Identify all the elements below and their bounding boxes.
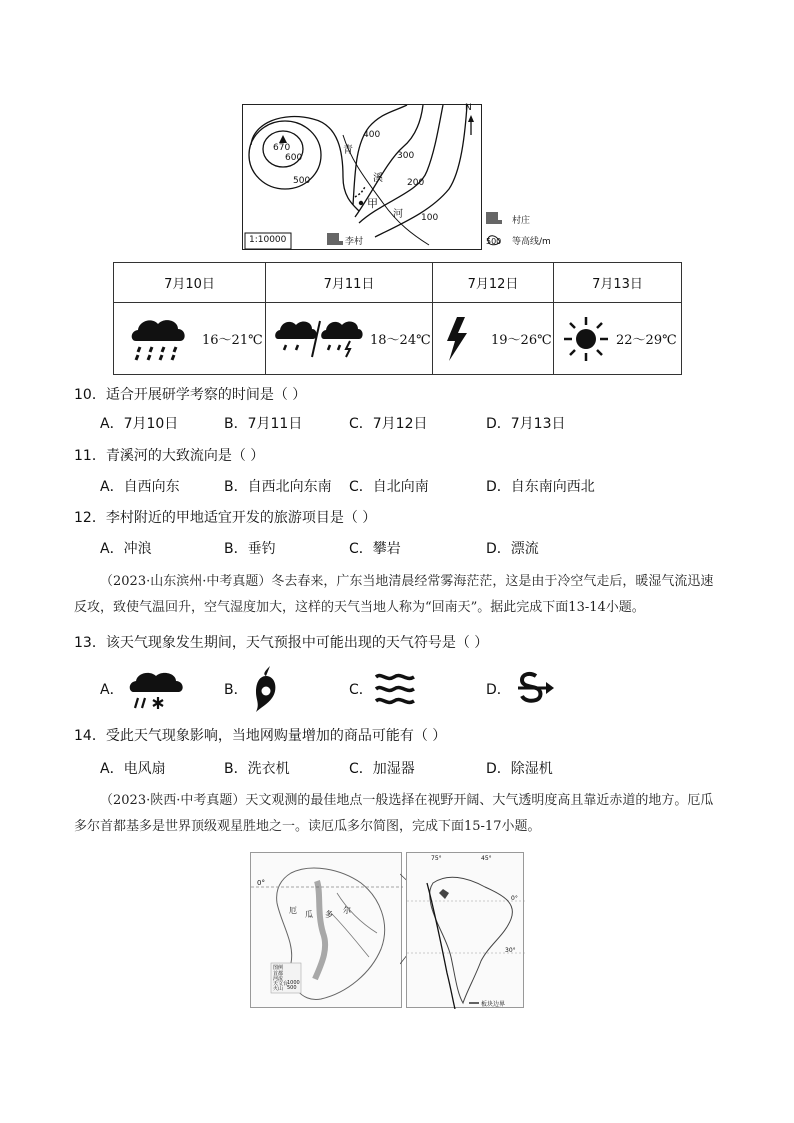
question-12: 12．李村附近的甲地适宜开发的旅游项目是（ ）: [74, 510, 377, 526]
contour-400: 400: [363, 130, 381, 140]
contour-100: 100: [421, 213, 439, 223]
typhoon-icon: [252, 666, 280, 712]
legend-contour-num: 500: [486, 237, 502, 246]
peak-elevation: 670: [273, 143, 291, 153]
country-char: 厄: [289, 906, 297, 915]
forecast-date: 7月12日: [433, 263, 554, 303]
forecast-table: [113, 262, 682, 375]
contour-lines: [243, 105, 483, 251]
option-b[interactable]: B．垂钓: [224, 541, 276, 557]
legend-item: 火山: [273, 986, 284, 992]
question-14: 14．受此天气现象影响，当地网购量增加的商品可能有（ ）: [74, 728, 447, 744]
country-char: 多: [325, 910, 333, 919]
contour-300: 300: [397, 151, 415, 161]
forecast-temp: 16～21℃: [202, 333, 263, 348]
legend-item: 河流: [273, 976, 284, 982]
option-d[interactable]: D．自东南向西北: [486, 479, 595, 495]
ecuador-map: [250, 852, 402, 1008]
option-d[interactable]: D．漂流: [486, 541, 539, 557]
legend-item: 首都: [273, 971, 284, 977]
option-d[interactable]: D．除湿机: [486, 761, 553, 777]
legend-item: 1000: [287, 980, 300, 986]
country-char: 尔: [343, 906, 351, 915]
forecast-cell: [554, 303, 682, 375]
option-a[interactable]: A．: [100, 682, 124, 698]
river-char-qing: 青: [343, 145, 353, 156]
map-legend-icons: [486, 212, 506, 252]
legend-title: 图例: [273, 965, 284, 971]
forecast-temp: 22～29℃: [616, 333, 677, 348]
forecast-temp: 19～26℃: [491, 333, 552, 348]
option-b[interactable]: B．自西北向东南: [224, 479, 332, 495]
question-10: 10．适合开展研学考察的时间是（ ）: [74, 387, 307, 403]
option-c[interactable]: C．攀岩: [349, 541, 401, 557]
legend-village: 村庄: [512, 216, 531, 226]
fog-icon: [374, 672, 416, 706]
contour-600: 600: [285, 153, 303, 163]
lat-30: 30°: [505, 947, 516, 954]
scale-label: 1:10000: [249, 235, 287, 245]
north-label: N: [465, 103, 472, 113]
passage-intro-13-14: （2023·山东滨州·中考真题）冬去春来，广东当地清晨经常雾海茫茫，这是由于冷空气走后，暖湿气流迅速反攻，致使气温回升，空气湿度加大，这样的天气当地人称为“回南天”。据此完成下面13-14小题。: [74, 574, 714, 615]
option-a[interactable]: A．7月10日: [100, 416, 179, 432]
plate-boundary-label: 板块边界: [481, 1001, 506, 1008]
option-d[interactable]: D．: [486, 682, 511, 698]
option-c[interactable]: C．自北向南: [349, 479, 429, 495]
forecast-cell: [433, 303, 554, 375]
passage-intro-15-17: （2023·陕西·中考真题）天文观测的最佳地点一般选择在视野开阔、大气透明度高且靠近赤道的地方。厄瓜多尔首都基多是世界顶级观星胜地之一。读厄瓜多尔简图，完成下面15-17小题。: [74, 793, 714, 834]
rain-snow-cloud-icon: [128, 670, 184, 710]
legend-item: 天文台: [273, 981, 289, 987]
equator-label-left: 0°: [257, 879, 265, 887]
forecast-date: 7月10日: [114, 263, 266, 303]
south-america-outline: [407, 853, 525, 1009]
forecast-cell: [114, 303, 266, 375]
country-char: 瓜: [305, 910, 313, 919]
sun-icon: [564, 317, 608, 361]
option-c[interactable]: C．加湿器: [349, 761, 415, 777]
point-jia: 甲: [367, 197, 378, 210]
contour-map: [242, 104, 482, 250]
rain-to-thunderstorm-icon: [274, 319, 366, 359]
contour-500: 500: [293, 176, 311, 186]
legend-item: 500: [287, 985, 297, 991]
option-c[interactable]: C．: [349, 682, 373, 698]
river-char-he: 河: [393, 209, 403, 220]
contour-200: 200: [407, 178, 425, 188]
option-b[interactable]: B．7月11日: [224, 416, 303, 432]
south-america-map: [406, 852, 524, 1008]
question-13: 13．该天气现象发生期间，天气预报中可能出现的天气符号是（ ）: [74, 635, 489, 651]
forecast-date: 7月11日: [266, 263, 433, 303]
lon-45: 45°: [481, 855, 492, 862]
sandstorm-icon: [516, 670, 556, 706]
forecast-temp: 18～24℃: [370, 333, 431, 348]
rain-cloud-icon: [130, 317, 188, 361]
legend-contour: 等高线/m: [512, 237, 551, 247]
option-b[interactable]: B．洗衣机: [224, 761, 290, 777]
lightning-icon: [445, 317, 469, 361]
forecast-date: 7月13日: [554, 263, 682, 303]
equator-label-right: 0°: [511, 895, 518, 902]
river-char-xi: 溪: [373, 173, 383, 184]
option-a[interactable]: A．电风扇: [100, 761, 166, 777]
option-d[interactable]: D．7月13日: [486, 416, 566, 432]
option-a[interactable]: A．自西向东: [100, 479, 180, 495]
village-label: 李村: [345, 237, 364, 247]
question-11: 11．青溪河的大致流向是（ ）: [74, 448, 265, 464]
lon-75: 75°: [431, 855, 442, 862]
forecast-cell: [266, 303, 433, 375]
option-b[interactable]: B．: [224, 682, 248, 698]
option-a[interactable]: A．冲浪: [100, 541, 152, 557]
option-c[interactable]: C．7月12日: [349, 416, 428, 432]
